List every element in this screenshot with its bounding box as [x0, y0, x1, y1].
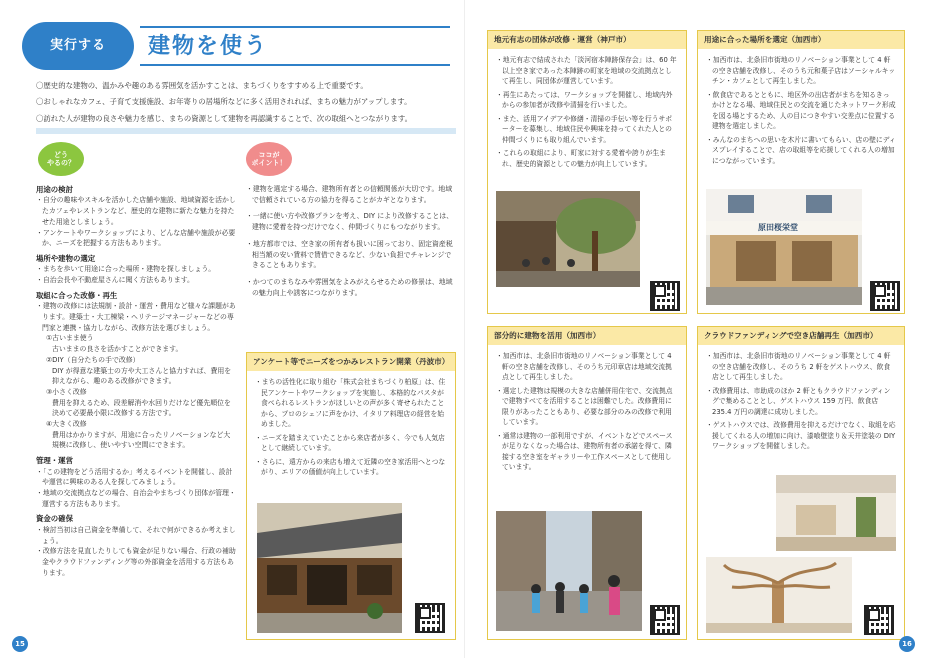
case-body: [698, 49, 904, 175]
case-item: ・ ニーズを踏まえていたことから来店者が多く、今でも人気店として継続しています。: [255, 433, 447, 454]
qr-code[interactable]: [415, 603, 445, 633]
intro-line: 〇 歴史的な建物の、温かみや趣のある雰囲気を活かすことは、まちづくりをすすめる上で重要です。: [36, 78, 456, 94]
list-item: ・ 建物の改修には法規制・設計・運営・費用など様々な課題があります。建築士・大工棟梁・ヘリテージマネージャーなどの専門家と連携・協力しながら、改修方法を選びましょう。: [36, 301, 236, 333]
list-item: ・ 改修方法を見直したりしても資金が足りない場合、行政の補助金やクラウドファンディング等の外部資金を活用する方法もあります。: [36, 546, 236, 578]
case-item: ・ これらの取組により、町家に対する愛着や誇りが生まれ、歴史的資源としての魅力が向上しています。: [496, 148, 678, 169]
case-item: ・ 改修費用は、市助成のほか 2 軒ともクラウドファンディングで集めることとし、ゲストハウス 159 万円、飲食店 235.4 万円の調達に成功しました。: [706, 386, 896, 418]
option-heading: ②DIY（自分たちの手で改修）: [46, 355, 140, 364]
case-item: ・ 加西市は、北条旧市街地のリノベーション事業として 4 軒の空き店舗を改修し、そのうち元印章店は地域交流拠点として再生しました。: [496, 351, 678, 383]
intro-line: 〇 訪れた人が建物の良さや魅力を感じ、まちの資源として建物を再認識することで、次の取組へとつながります。: [36, 111, 456, 127]
point-item: ・ 地方都市では、空き家の所有者も扱いに困っており、固定資産税相当額の安い賃料で賃借できるなど、少ない負担でチャレンジできることもあります。: [246, 239, 456, 271]
list-item: ・ アンケートやワークショップにより、どんな店舗や施設が必要か、ニーズを把握する方法もあります。: [36, 228, 236, 249]
page-number: 16: [899, 636, 915, 652]
option-text: 古いままの良さを活かすことができます。: [52, 345, 183, 354]
title-band: [140, 26, 450, 66]
restaurant-photo: [257, 503, 402, 633]
cafe-storefront-photo: [706, 189, 862, 305]
case-item: ・ 飲食店であるとともに、地区外の出店者がまちを知るきっかけとなる場、地域住民との交流を通じたネットワーク形成を図る場とするため、人の目につきやすい交差点に位置する建物を選定しました。: [706, 90, 896, 132]
townhouse-event-photo: [496, 191, 640, 287]
case-item: ・ みんなのまちへの思いを木片に書いてもらい、店の壁にディスプレイすることで、店の取組等を応援してくれる人の増加につながっています。: [706, 135, 896, 167]
point-item: ・ 一緒に使い方や改修プランを考え、DIY により改修することは、建物に愛着を持つだけでなく、仲間づくりにもつながります。: [246, 211, 456, 232]
case-item: ・ まちの活性化に取り組む「株式会社まちづくり柏原」は、住民アンケートやワークショップを実施し、本格的なパスタが食べられるレストランがほしいとの声が多く寄せられたことから、プロのシェフに声をかけ、イタリア料理店の経営を始めました。: [255, 377, 447, 430]
option-heading: ①古いまま使う: [46, 334, 94, 343]
case-item: ・ ゲストハウスでは、改修費用を抑えるだけでなく、取組を応援してくれる人の増加に向け、漆喰壁塗り＆天井塗装の DIY ワークショップを開催しました。: [706, 420, 896, 452]
case-body: [488, 345, 686, 482]
option-text: 費用はかかりますが、用途に合ったリノベーションなど大規模に改修し、使いやすい空間にできます。: [52, 430, 231, 450]
list-item: ・ 自治会長や不動産屋さんに聞く方法もあります。: [36, 275, 236, 286]
page-title: 建物を使う: [148, 33, 269, 59]
qr-code[interactable]: [650, 605, 680, 635]
divider: [36, 128, 456, 134]
case-title: アンケート等でニーズをつかみレストラン開業（丹波市）: [247, 353, 455, 371]
case-item: ・ 選定した建物は規模の大きな店舗併用住宅で、交流拠点で建物すべてを活用することは困難でした。改修費用に限りがあったこともあり、必要な部分のみの改修で利用しています。: [496, 386, 678, 428]
intro-text: [36, 78, 456, 127]
option-text: 費用を抑えるため、段差解消や水回りだけなど優先順位を決めて必要最小限に改修する方法です。: [52, 398, 231, 418]
heading-renovation: 取組に合った改修・再生: [36, 290, 118, 300]
case-item: ・ 地元有志で結成された「淡河宿本陣跡保存会」は、60 年以上空き家であった本陣跡の町家を地域の交流拠点として再生し、同団体が運営しています。: [496, 55, 678, 87]
guesthouse-interior-photo: [776, 475, 896, 551]
case-item: ・ 加西市は、北条旧市街地のリノベーション事業として 4 軒の空き店舗を改修し、そのうち 2 軒をゲストハウス、飲食店として再生しました。: [706, 351, 896, 383]
case-item: ・ 通常は建物の一部利用ですが、イベントなどでスペースが足りなくなった場合は、建物所有者の承諾を得て、隣接する空き室をギャラリーや工作スペースとして使用しています。: [496, 431, 678, 473]
point-bubble: ココが ポイント！: [246, 142, 292, 176]
case-item: ・ さらに、遠方からの来店も増えて近隣の空き家活用へとつながり、エリアの価値が向上しています。: [255, 457, 447, 478]
heading-usage: 用途の検討: [36, 185, 73, 194]
heading-management: 管理・運営: [36, 456, 73, 466]
case-title: 部分的に建物を活用（加西市）: [488, 327, 686, 345]
tree-interior-photo: [706, 557, 852, 633]
shop-sign: 原田桜栄堂: [758, 223, 798, 232]
list-item: ・ 「この建物をどう活用するか」考えるイベントを開催し、設計や運営に興味のある人を探してみましょう。: [36, 467, 236, 488]
intro-line: 〇 おしゃれなカフェ、子育て支援施設、お年寄りの居場所などに多く活用されれば、まちの魅力がアップします。: [36, 94, 456, 110]
case-title: 地元有志の団体が改修・運営（神戸市）: [488, 31, 686, 49]
case-kasai-crowdfunding: [697, 326, 905, 640]
section-tag: 実行する: [22, 22, 134, 70]
case-body: [698, 345, 904, 461]
list-item: ・ 自分の趣味やスキルを活かした店舗や施設、地域資源を活かしたカフェやレストランなど、歴史的な建物に新たな魅力を持たせた用途としましょう。: [36, 195, 236, 227]
option-text: DIY が得意な建築士の方や大工さんと協力すれば、費用を抑えながら、趣のある改修ができます。: [52, 366, 232, 386]
point-item: ・ 建物を選定する場合、建物所有者との信頼関係が大切です。地域で信頼されている方の協力を得ることがカギとなります。: [246, 184, 456, 205]
list-item: ・ 地域の交流拠点などの場合、自治会やまちづくり団体が管理・運営する方法もあります。: [36, 488, 236, 509]
list-item: ・ まちを歩いて用途に合った場所・建物を探しましょう。: [36, 264, 236, 275]
case-item: ・ 再生にあたっては、ワークショップを開催し、地域内外からの参加者が改修や清掃を行いました。: [496, 90, 678, 111]
list-item: ・ 検討当初は自己資金を準備して、それで何ができるか考えましょう。: [36, 525, 236, 546]
right-page: [465, 0, 930, 658]
case-title: クラウドファンディングで空き店舗再生（加西市）: [698, 327, 904, 345]
page-number: 15: [12, 636, 28, 652]
how-bubble: どう やるの？: [38, 142, 84, 176]
case-item: ・ 加西市は、北条旧市街地のリノベーション事業として 4 軒の空き店舗を改修し、そのうち元和菓子店はソーシャルキッチン・カフェとして再生しました。: [706, 55, 896, 87]
qr-code[interactable]: [650, 281, 680, 311]
case-item: ・ また、活用アイデアや修繕・清掃の手伝い等を行うサポーターを募集し、地域住民や興味を持ってくれた人との仲間づくりにも取り組んでいます。: [496, 114, 678, 146]
case-kobe: [487, 30, 687, 314]
case-body: [247, 371, 455, 487]
street-crowd-photo: [496, 511, 642, 631]
option-heading: ④大きく改修: [46, 420, 87, 429]
points-column: [246, 184, 456, 304]
how-column: [36, 180, 236, 578]
case-kasai-partial: [487, 326, 687, 640]
case-tanba: [246, 352, 456, 640]
heading-site: 場所や建物の選定: [36, 253, 96, 263]
heading-funding: 資金の確保: [36, 514, 73, 524]
qr-code[interactable]: [864, 605, 894, 635]
case-body: [488, 49, 686, 178]
qr-code[interactable]: [870, 281, 900, 311]
case-kasai-cafe: [697, 30, 905, 314]
option-heading: ③小さく改修: [46, 387, 87, 396]
case-title: 用途に合った場所を選定（加西市）: [698, 31, 904, 49]
point-item: ・ かつてのまちなみや雰囲気をよみがえらせるための修景は、地域の魅力向上や誘客につながります。: [246, 277, 456, 298]
